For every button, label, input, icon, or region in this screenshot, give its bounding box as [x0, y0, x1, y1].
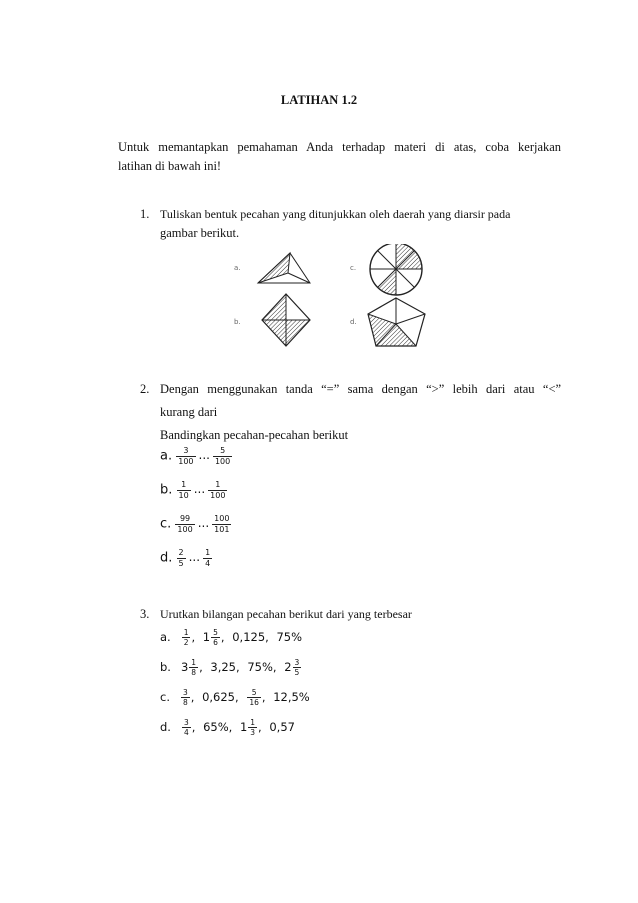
separator: , — [235, 690, 243, 704]
numerator: 5 — [247, 688, 261, 698]
q3-line-1: Urutkan bilangan pecahan berikut dari yang terbesar — [160, 607, 412, 621]
q2-word: “<” — [542, 382, 562, 396]
numerator: 1 — [183, 628, 189, 637]
denominator: 5 — [294, 668, 300, 677]
page-title: LATIHAN 1.2 — [280, 93, 358, 107]
fraction — [182, 718, 191, 737]
figure-label-b: b. — [234, 318, 241, 326]
separator: , — [265, 630, 273, 644]
fraction — [189, 658, 198, 677]
separator: , — [190, 690, 199, 704]
fraction — [247, 688, 261, 707]
q3-value — [273, 690, 310, 704]
intro-word: coba — [485, 140, 510, 154]
q3-value — [203, 720, 229, 734]
intro-word: kerjakan — [518, 140, 562, 154]
separator: , — [272, 660, 281, 674]
q2-line-2: kurang dari — [160, 405, 218, 419]
q3-value — [180, 688, 191, 707]
denominator: 3 — [250, 728, 256, 737]
q2-word: Dengan — [160, 382, 199, 396]
shaded-shapes-figure — [228, 244, 448, 354]
q2-word: dari — [485, 382, 506, 396]
q3-item — [160, 718, 295, 737]
pentagon-shape — [368, 298, 425, 346]
q3-value — [210, 660, 236, 674]
q3-value — [232, 630, 265, 644]
q3-value — [181, 628, 192, 647]
separator: , — [191, 630, 199, 644]
diamond-shape — [262, 294, 310, 346]
q3-item-label: a. — [160, 630, 171, 644]
denominator: 8 — [182, 698, 188, 707]
intro-word: memantapkan — [158, 140, 229, 154]
value-text: 65% — [203, 720, 229, 734]
intro-line-2: latihan di bawah ini! — [118, 159, 222, 173]
intro-word: Anda — [306, 140, 334, 154]
whole-number: 1 — [202, 630, 211, 644]
q1-number: 1. — [140, 207, 150, 221]
numerator: 1 — [250, 718, 256, 727]
q2-number: 2. — [140, 382, 150, 396]
q3-value — [284, 658, 302, 677]
fraction — [248, 718, 257, 737]
separator: , — [261, 690, 270, 704]
separator: , — [236, 660, 244, 674]
q2-item-c: c. $\frac{99}{100}$ ... $\frac{100}{101}$ — [160, 514, 230, 534]
q3-value — [202, 628, 221, 647]
denominator: 8 — [191, 668, 197, 677]
value-text: 75% — [247, 660, 273, 674]
q2-word: atau — [513, 382, 535, 396]
numerator: 3 — [183, 718, 189, 727]
q1-line-2: gambar berikut. — [160, 226, 240, 240]
value-text: 0,57 — [269, 720, 295, 734]
triangle-shape — [258, 253, 310, 283]
q3-item — [160, 628, 302, 647]
q3-value — [246, 688, 262, 707]
value-text: 0,625 — [202, 690, 236, 704]
q2-word: “>” — [426, 382, 445, 396]
q3-item — [160, 658, 302, 677]
intro-word: atas, — [453, 140, 477, 154]
q3-value — [180, 658, 199, 677]
denominator: 4 — [183, 728, 189, 737]
q3-value — [181, 718, 192, 737]
figure-label-c: c. — [350, 264, 357, 272]
value-text: 12,5% — [273, 690, 310, 704]
q3-item — [160, 688, 310, 707]
q2-word: tanda — [285, 382, 313, 396]
value-text: 75% — [276, 630, 303, 644]
fraction — [182, 628, 191, 647]
intro-word: pemahaman — [237, 140, 298, 154]
q2-word: sama — [347, 382, 374, 396]
q2-line-3: Bandingkan pecahan-pecahan berikut — [160, 428, 349, 442]
q3-value — [269, 720, 295, 734]
intro-line-1 — [118, 140, 561, 155]
whole-number: 1 — [239, 720, 248, 734]
intro-word: di — [435, 140, 445, 154]
fraction — [293, 658, 302, 677]
q3-value — [202, 690, 235, 704]
intro-word: terhadap — [342, 140, 386, 154]
q3-item-label: c. — [160, 690, 170, 704]
separator: , — [199, 660, 207, 674]
fraction — [211, 628, 220, 647]
q2-item-a: a. $\frac{3}{100}$ ... $\frac{5}{100}$ — [160, 446, 231, 466]
separator: , — [258, 720, 266, 734]
separator: , — [220, 630, 229, 644]
q3-value — [276, 630, 302, 644]
q2-word: menggunakan — [207, 382, 278, 396]
q3-value — [239, 718, 258, 737]
q2-word: dengan — [381, 382, 418, 396]
numerator: 3 — [182, 688, 188, 697]
numerator: 1 — [191, 658, 197, 667]
q2-word: “=” — [321, 382, 340, 396]
q2-item-d: d. $\frac{2}{5}$ ... $\frac{1}{4}$ — [160, 548, 211, 568]
q3-item-label: d. — [160, 720, 171, 734]
q2-word: lebih — [452, 382, 478, 396]
circle-shape — [370, 244, 422, 295]
denominator: 16 — [249, 698, 259, 707]
separator: , — [228, 720, 236, 734]
whole-number: 2 — [284, 660, 292, 674]
q3-number: 3. — [140, 607, 150, 621]
separator: , — [191, 720, 200, 734]
figure-label-a: a. — [234, 264, 241, 272]
value-text: 0,125 — [232, 630, 266, 644]
q2-line-1 — [160, 382, 561, 397]
q2-item-b: b. $\frac{1}{10}$ ... $\frac{1}{100}$ — [160, 480, 226, 500]
figure-label-d: d. — [350, 318, 357, 326]
intro-word: materi — [394, 140, 427, 154]
value-text: 3,25 — [210, 660, 236, 674]
denominator: 2 — [183, 638, 189, 647]
denominator: 6 — [213, 638, 218, 647]
q3-item-label: b. — [160, 660, 171, 674]
whole-number: 3 — [180, 660, 189, 674]
intro-word: Untuk — [118, 140, 150, 154]
fraction — [181, 688, 190, 707]
q3-value — [247, 660, 273, 674]
numerator: 3 — [294, 658, 300, 667]
q1-line-1: Tuliskan bentuk pecahan yang ditunjukkan oleh daerah yang diarsir pada — [160, 207, 511, 221]
numerator: 5 — [213, 628, 218, 637]
